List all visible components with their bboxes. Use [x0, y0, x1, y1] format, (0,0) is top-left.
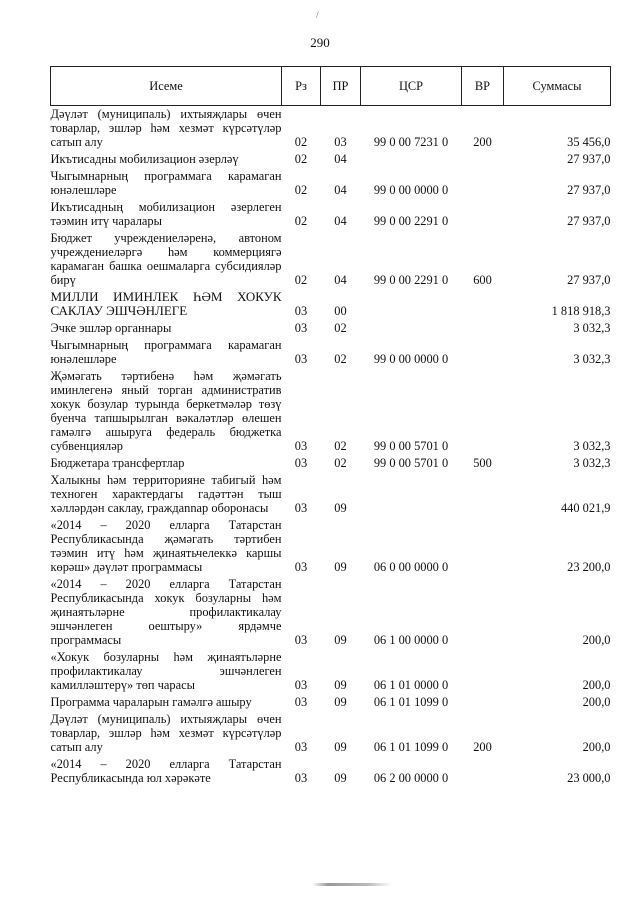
- row-csr: [361, 472, 462, 517]
- table-row: [51, 337, 611, 368]
- table-header: [51, 67, 611, 106]
- row-csr: 06 0 00 0000 0: [373, 560, 449, 574]
- row-csr: 99 0 00 7231 0: [373, 135, 449, 149]
- row-csr: 99 0 00 0000 0: [373, 183, 449, 197]
- table-row: [51, 455, 611, 472]
- column-header-pr: ПР: [321, 67, 361, 106]
- row-pr: 02: [334, 321, 347, 335]
- row-sum: 35 456,0: [567, 135, 611, 149]
- row-rz: 02: [294, 135, 308, 149]
- row-name: Бюджет учреждениеләренә, автоном учреждениеләргә һәм коммерциягә карамаган башка оешмаларга субсидияләр бирү: [50, 231, 282, 287]
- budget-table: [50, 66, 611, 787]
- row-pr: 04: [334, 273, 347, 287]
- footer-scan-mark: [312, 883, 392, 886]
- row-name: Икътисадны мобилизацион әзерләү: [50, 152, 239, 166]
- row-csr: 99 0 00 2291 0: [373, 214, 449, 228]
- row-csr: 99 0 00 0000 0: [373, 352, 449, 366]
- row-csr: 06 2 00 0000 0: [373, 771, 449, 785]
- row-vr: [462, 694, 504, 711]
- row-vr: [462, 320, 504, 337]
- table-row: [51, 289, 611, 320]
- row-sum: 200,0: [582, 740, 611, 754]
- row-rz: 02: [294, 214, 308, 228]
- row-sum: 27 937,0: [567, 273, 611, 287]
- row-pr: 00: [334, 304, 347, 318]
- row-name: Эчке эшләр органнары: [50, 321, 172, 335]
- table-row: [51, 199, 611, 230]
- row-name: Җәмәгать тәртибенә һәм җәмәгать иминлегенә яный торган административ хокук бозулар турында беркетмәләр төзү буенча тапшырылган вәкаләтләр өлешен гамәлгә ашыруга федераль бюджетка субвенцияләр: [50, 369, 282, 453]
- row-sum: 1 818 918,3: [551, 304, 611, 318]
- row-rz: 03: [294, 560, 308, 574]
- row-pr: 04: [334, 152, 347, 166]
- table-row: [51, 368, 611, 455]
- row-rz: 03: [294, 501, 308, 515]
- row-name: «2014 – 2020 елларга Татарстан Республикасында хокук бозуларны һәм җинаятьләрне профилактикалау эшчәнлеген оештыру» ярдәмче программасы: [50, 577, 282, 647]
- row-sum: 440 021,9: [560, 501, 611, 515]
- row-pr: 09: [334, 501, 347, 515]
- row-rz: 03: [294, 321, 308, 335]
- row-vr: [462, 199, 504, 230]
- column-header-sum: Суммасы: [504, 67, 611, 106]
- row-rz: 03: [294, 456, 308, 470]
- row-sum: 23 000,0: [567, 771, 611, 785]
- table-row: [51, 320, 611, 337]
- row-sum: 200,0: [582, 695, 611, 709]
- row-sum: 3 032,3: [573, 456, 611, 470]
- row-rz: 03: [294, 678, 308, 692]
- row-rz: 02: [294, 183, 308, 197]
- row-vr: 500: [473, 456, 492, 470]
- row-csr: 99 0 00 5701 0: [373, 456, 449, 470]
- row-rz: 03: [294, 740, 308, 754]
- page-number: 290: [310, 35, 330, 50]
- table-row: [51, 694, 611, 711]
- row-vr: [462, 756, 504, 787]
- row-vr: [462, 289, 504, 320]
- row-pr: 02: [334, 456, 347, 470]
- header-row: [51, 67, 611, 106]
- table-row: [51, 576, 611, 649]
- row-sum: 3 032,3: [573, 321, 611, 335]
- row-name: Чыгымнарның программага карамаган юнәлешләре: [50, 169, 282, 197]
- column-header-name: Исеме: [51, 67, 282, 106]
- row-rz: 03: [294, 633, 308, 647]
- row-csr: 06 1 01 0000 0: [373, 678, 449, 692]
- row-vr: [462, 517, 504, 576]
- row-csr: 06 1 00 0000 0: [373, 633, 449, 647]
- row-name: Бюджетара трансфертлар: [50, 456, 185, 470]
- row-rz: 03: [294, 439, 308, 453]
- row-pr: 09: [334, 633, 347, 647]
- column-header-csr: ЦСР: [361, 67, 462, 106]
- row-sum: 27 937,0: [567, 152, 611, 166]
- row-sum: 200,0: [582, 678, 611, 692]
- top-pen-mark: /: [316, 10, 319, 21]
- column-header-vr: ВР: [462, 67, 504, 106]
- row-sum: 3 032,3: [573, 352, 611, 366]
- row-csr: 06 1 01 1099 0: [373, 695, 449, 709]
- row-pr: 04: [334, 214, 347, 228]
- table-row: [51, 151, 611, 168]
- row-csr: [361, 151, 462, 168]
- row-rz: 02: [294, 273, 308, 287]
- row-vr: [462, 472, 504, 517]
- row-vr: [462, 168, 504, 199]
- row-name: Чыгымнарның программага карамаган юнәлешләре: [50, 338, 282, 366]
- table-row: [51, 168, 611, 199]
- row-csr: [361, 320, 462, 337]
- table-row: [51, 517, 611, 576]
- row-name: Халыкны һәм территорияне табигый һәм техноген характердагы гадәттән тыш хәлләрдән саклау, граждannар оборонасы: [50, 473, 282, 515]
- row-sum: 23 200,0: [567, 560, 611, 574]
- row-name: «2014 – 2020 елларга Татарстан Республикасында юл хәрәкәте: [50, 757, 282, 785]
- table-row: [51, 649, 611, 694]
- row-csr: 06 1 01 1099 0: [373, 740, 449, 754]
- row-name: Дәүләт (муниципаль) ихтыяҗлары өчен товарлар, эшләр һәм хезмәт күрсәтүләр сатып алу: [50, 107, 282, 149]
- column-header-rz: Рз: [282, 67, 321, 106]
- table-row: [51, 472, 611, 517]
- table-row: [51, 106, 611, 152]
- row-pr: 03: [334, 135, 347, 149]
- row-csr: [361, 289, 462, 320]
- row-sum: 27 937,0: [567, 183, 611, 197]
- row-name: Дәүләт (муниципаль) ихтыяҗлары өчен товарлар, эшләр һәм хезмәт күрсәтүләр сатып алу: [50, 712, 282, 754]
- row-name: «2014 – 2020 елларга Татарстан Республикасында җәмәгать тәртибен тәэмин итү һәм җинаятьчелеккә каршы көрәш» дәүләт программасы: [50, 518, 282, 574]
- row-vr: 600: [473, 273, 492, 287]
- table-row: [51, 711, 611, 756]
- row-vr: 200: [473, 135, 492, 149]
- row-pr: 09: [334, 740, 347, 754]
- row-sum: 27 937,0: [567, 214, 611, 228]
- row-vr: [462, 337, 504, 368]
- row-csr: 99 0 00 5701 0: [373, 439, 449, 453]
- row-rz: 02: [294, 152, 308, 166]
- row-vr: [462, 576, 504, 649]
- table-row: [51, 230, 611, 289]
- row-csr: 99 0 00 2291 0: [373, 273, 449, 287]
- row-pr: 02: [334, 352, 347, 366]
- row-vr: [462, 368, 504, 455]
- row-name: Икътисадның мобилизацион әзерлеген тәэмин итү чаралары: [50, 200, 282, 228]
- row-vr: [462, 649, 504, 694]
- row-rz: 03: [294, 304, 308, 318]
- row-name: МИЛЛИ ИМИНЛЕК ҺӘМ ХОКУК САКЛАУ ЭШЧӘНЛЕГЕ: [50, 289, 282, 318]
- table-body: [51, 106, 611, 788]
- row-sum: 200,0: [582, 633, 611, 647]
- row-name: «Хокук бозуларны һәм җинаятьләрне профилактикалау эшчәнлеген камилләштерү» төп чарасы: [50, 650, 282, 692]
- table-row: [51, 756, 611, 787]
- row-pr: 09: [334, 560, 347, 574]
- row-rz: 03: [294, 771, 308, 785]
- row-vr: [462, 151, 504, 168]
- row-rz: 03: [294, 695, 308, 709]
- row-vr: 200: [473, 740, 492, 754]
- row-pr: 09: [334, 678, 347, 692]
- row-pr: 09: [334, 695, 347, 709]
- row-rz: 03: [294, 352, 308, 366]
- row-name: Программа чараларын гамәлгә ашыру: [50, 695, 252, 709]
- row-pr: 04: [334, 183, 347, 197]
- row-pr: 09: [334, 771, 347, 785]
- row-sum: 3 032,3: [573, 439, 611, 453]
- row-pr: 02: [334, 439, 347, 453]
